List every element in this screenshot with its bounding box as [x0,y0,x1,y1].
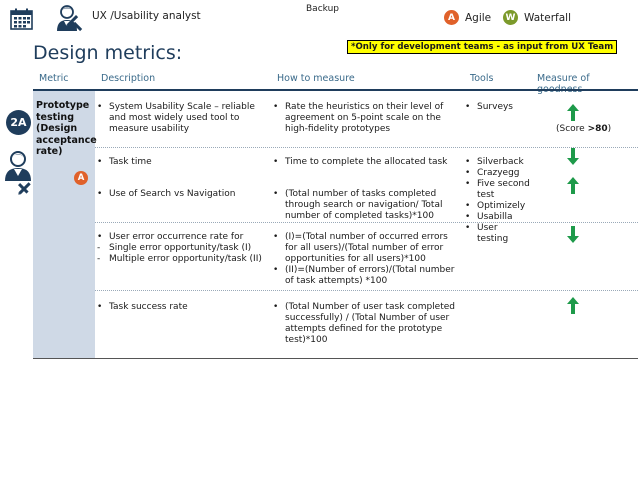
col-header-measure-of-goodness: Measure of [537,73,590,84]
backup-label: Backup [306,4,339,14]
row-divider [95,147,638,148]
table-row-description: • Use of Search vs Navigation [96,189,266,200]
header-divider [33,89,638,91]
arrow-down-icon [567,148,579,165]
arrow-up-icon [567,104,579,121]
calendar-icon [10,8,33,30]
score-threshold: (Score >80) [556,124,612,134]
step-badge: 2A [6,110,31,135]
row-divider [95,222,638,223]
col-header-tools: Tools [470,73,494,84]
dev-note-banner: *Only for development teams - as input from UX Team [347,40,617,54]
user-icon [4,150,32,182]
col-header-how-to-measure: How to measure [277,73,355,84]
table-row-description: • User error occurrence rate for - Single error opportunity/task (I) - Multiple error opportunity/task (II) [96,232,271,265]
agile-label: Agile [465,11,492,24]
table-row-measure: • Time to complete the allocated task [272,157,462,168]
metric-name: Prototype testing (Design acceptance rate) [36,100,97,157]
agile-indicator-icon: A [74,171,88,185]
table-row-description: • Task time [96,157,266,168]
agile-badge-icon: A [444,10,459,25]
agile-legend [444,10,491,25]
shared-tools-list: • Silverback • Crazyegg • Five second test • Optimizely • Usabilla • User testing [464,157,536,245]
table-row-description: • Task success rate [96,302,266,313]
page-title: Design metrics: [33,42,183,64]
col-header-description: Description [101,73,156,84]
table-row-measure: • Rate the heuristics on their level of agreement on 5-point scale on the high-fidelity prototypes [272,102,462,135]
role-title: UX /Usability analyst [92,10,201,22]
col-header-metric: Metric [39,73,69,84]
table-row-description: • System Usability Scale – reliable and most widely used tool to measure usability [96,102,266,135]
waterfall-label: Waterfall [524,11,572,24]
table-row-measure: • (I)=(Total number of occurred errors for all users)/(Total number of error opportunities for all users)*100 • (II)=(Number of errors)/(Total number of task attempts) *100 [272,232,464,287]
waterfall-legend [503,10,571,25]
arrow-down-icon [567,226,579,243]
table-bottom-rule [33,358,638,359]
table-row-tools: • Surveys [464,102,534,113]
arrow-up-icon [567,297,579,314]
waterfall-badge-icon: W [503,10,518,25]
arrow-up-icon [567,177,579,194]
table-row-measure: • (Total Number of user task completed successfully) / (Total Number of user attempts defined for the prototype test)*100 [272,302,464,346]
persona-pencil-icon [56,4,86,32]
table-row-measure: • (Total number of tasks completed through search or navigation/ Total number of completed tasks)*100 [272,189,462,222]
row-divider [95,290,638,291]
pencil-ruler-icon [16,181,32,197]
